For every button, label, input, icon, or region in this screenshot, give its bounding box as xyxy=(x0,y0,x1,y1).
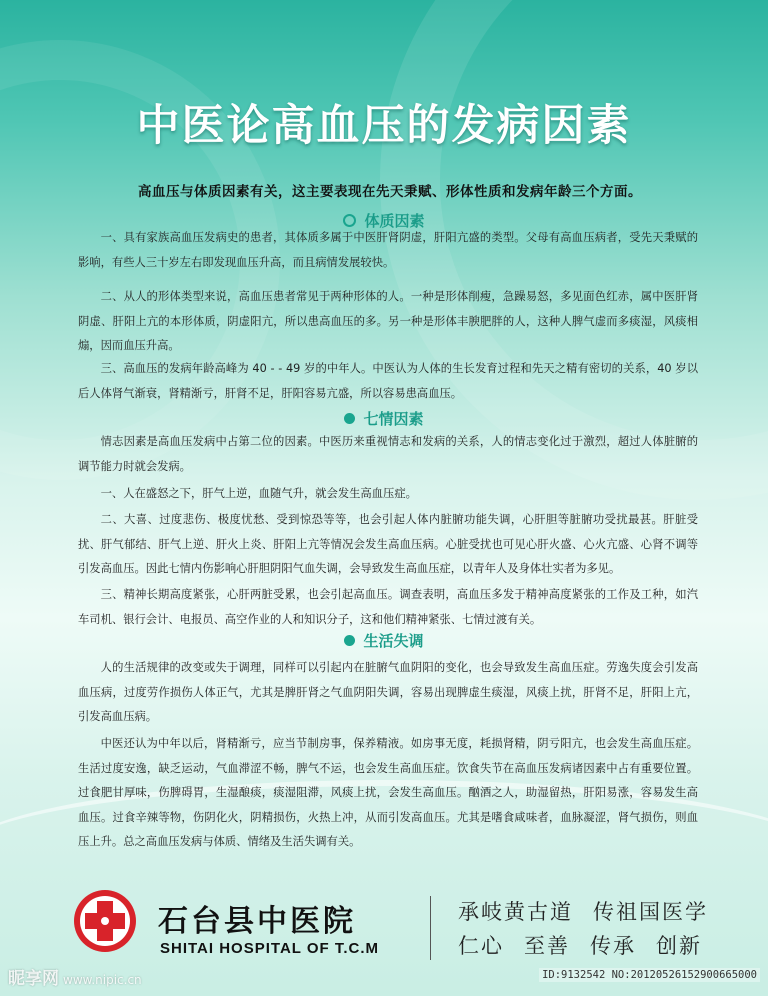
paragraph: 中医还认为中年以后，肾精渐亏，应当节制房事，保养精液。如房事无度，耗损肾精，阴亏阳亢，也会发生高血压症。生活过度安逸，缺乏运动，气血滞涩不畅，脾气不运，也会发生高血压症。饮食失节在高血压发病诸因素中占有重要位置。过食肥甘厚味，伤脾碍胃，生湿酿痰，痰湿阻滞，风痰上扰，会发生高血压。酗酒之人，助湿留热，肝阳易涨，容易发生高血压。过食辛辣等物，伤阴化火，阴精损伤，火热上冲，从而引发高血压。尤其是嗜食咸味者，血脉凝涩，肾气损伤，则血压上升。总之高血压发病与体质、情绪及生活失调有关。 xyxy=(78,737,698,848)
divider xyxy=(430,896,431,960)
section-heading-label: 七情因素 xyxy=(363,410,424,428)
slogan-line-1 xyxy=(458,896,728,926)
section-heading-label: 体质因素 xyxy=(364,212,425,230)
watermark-site-name: 昵享网 xyxy=(8,969,59,989)
site-watermark xyxy=(8,964,142,989)
paragraph: 人的生活规律的改变或失于调理，同样可以引起内在脏腑气血阴阳的变化，也会导致发生高血压症。劳逸失度会引发高血压病，过度劳作损伤人体正气，尤其是脾肝肾之气血阴阳失调，容易出现脾虚生痰湿，风痰上扰，肝肾不足，肝阳上亢，引发高血压病。 xyxy=(78,661,698,723)
hospital-name-en: SHITAI HOSPITAL OF T.C.M xyxy=(160,940,379,957)
slogan-line-2 xyxy=(458,930,722,960)
paragraph: 一、人在盛怒之下，肝气上逆，血随气升，就会发生高血压症。 xyxy=(100,487,417,500)
watermark-url: www.nipic.cn xyxy=(63,973,142,987)
intro-text: 高血压与体质因素有关，这主要表现在先天秉赋、形体性质和发病年龄三个方面。 xyxy=(138,184,642,200)
hospital-name-cn: 石台县中医院 xyxy=(158,904,356,939)
paragraph: 三、精神长期高度紧张，心肝两脏受累，也会引起高血压。调查表明，高血压多发于精神高度紧张的工作及工种，如汽车司机、银行会计、电报员、高空作业的人和知识分子，这和他们精神紧张、七情过渡有关。 xyxy=(78,588,698,626)
section-heading-emotions xyxy=(0,408,768,429)
slogan-phrase: 传祖国医学 xyxy=(593,900,708,924)
paragraph: 二、大喜、过度悲伤、极度忧愁、受到惊恐等等，也会引起人体内脏腑功能失调，心肝胆等脏腑功受扰最甚。肝脏受扰、肝气郁结、肝气上逆、肝火上炎、肝阳上亢等情况会发生高血压病。心脏受扰也可见心肝火盛、心火亢盛、心肾不调等引发高血压。因此七情内伤影响心肝胆阴阳气血失调，会导致发生高血压症，以青年人及身体壮实者为多见。 xyxy=(78,513,698,575)
paragraph: 情志因素是高血压发病中占第二位的因素。中医历来重视情志和发病的关系，人的情志变化过于激烈，超过人体脏腑的调节能力时就会发病。 xyxy=(78,435,698,473)
paragraph: 一、具有家族高血压发病史的患者，其体质多属于中医肝肾阴虚，肝阳亢盛的类型。父母有高血压病者，受先天秉赋的影响，有些人三十岁左右即发现血压升高，而且病情发展较快。 xyxy=(78,231,698,269)
slogan-phrase: 传承 xyxy=(590,934,636,958)
red-cross-logo-icon xyxy=(72,888,138,954)
slogan-phrase: 创新 xyxy=(656,934,702,958)
dot-bullet-icon xyxy=(344,635,355,646)
page-title: 中医论高血压的发病因素 xyxy=(136,101,632,151)
slogan-phrase: 仁心 xyxy=(458,934,504,958)
image-id-watermark: ID:9132542 NO:20120526152900665000 xyxy=(539,968,760,982)
paragraph: 二、从人的形体类型来说，高血压患者常见于两种形体的人。一种是形体削瘦，急躁易怒，多见面色红赤，属中医肝肾阴虚、肝阳上亢的本形体质，阴虚阳亢，所以患高血压的多。另一种是形体丰腴肥胖的人，这种人脾气虚而多痰湿，风痰相煽，因而血压升高。 xyxy=(78,290,698,352)
slogan-phrase: 至善 xyxy=(524,934,570,958)
section-heading-label: 生活失调 xyxy=(363,632,424,650)
paragraph: 三、高血压的发病年龄高峰为 40 - - 49 岁的中年人。中医认为人体的生长发育过程和先天之精有密切的关系，40 岁以后人体肾气渐衰，肾精渐亏，肝肾不足，肝阳容易亢盛，所以容易患高血压。 xyxy=(78,362,698,400)
section-heading-lifestyle xyxy=(0,630,768,651)
dot-bullet-icon xyxy=(344,413,355,424)
slogan-phrase: 承岐黄古道 xyxy=(458,900,573,924)
